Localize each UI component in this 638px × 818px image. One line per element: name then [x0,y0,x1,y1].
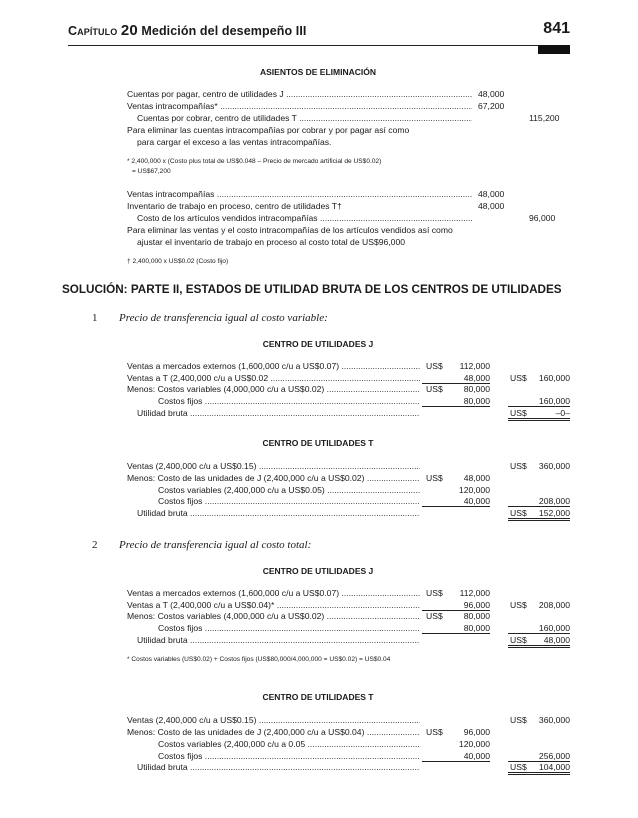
journal-line [0,201,638,212]
row-label: Costos fijos ..... [158,751,420,761]
explanation-text: Para eliminar las ventas y el costo intracompañías de los artículos vendidos así como [127,225,453,235]
journal-label: Costo de los artículos vendidos intracompañías ..... [137,213,472,223]
statement-row [0,762,638,773]
column-amount: 80,000 [422,396,490,407]
statement-row [0,751,638,762]
currency-symbol: US$ [510,715,527,725]
elimination-title: ASIENTOS DE ELIMINACIÓN [259,67,377,77]
statement-row [0,635,638,646]
explanation-line [0,225,638,236]
statement-row [0,611,638,622]
column-amount: 96,000 [422,600,490,611]
column-amount: 112,000 [459,588,490,598]
column-amount [422,408,490,418]
row-label: Costos variables (2,400,000 c/u a 0.05 ..... [158,739,420,749]
chapter-heading [68,22,307,39]
currency-symbol: US$ [510,408,527,418]
journal-label: Cuentas por pagar, centro de utilidades J ..... [127,89,472,99]
row-label: Ventas (2,400,000 c/u a US$0.15) ..... [127,461,420,471]
currency-symbol: US$ [426,611,443,621]
statement-row [0,715,638,726]
total-amount [508,384,570,394]
credit-amount: 115,200 [529,113,560,123]
total-amount: 160,000 [508,396,570,407]
total-amount [508,473,570,483]
statement-title: CENTRO DE UTILIDADES T [262,438,374,448]
statement-row [0,727,638,738]
column-amount: 120,000 [458,739,490,749]
row-label: Ventas a mercados externos (1,600,000 c/u a US$0.07) ..... [127,361,420,371]
explanation-text: ajustar el inventario de trabajo en proceso al costo total de US$96,000 [137,237,406,247]
column-amount: 40,000 [422,496,490,507]
row-label: Menos: Costo de las unidades de J (2,400,000 c/u a US$0.02) ..... [127,473,420,483]
column-amount: 96,000 [463,727,490,737]
currency-symbol: US$ [510,373,527,383]
total-amount: 360,000 [538,715,570,725]
row-label: Costos fijos ..... [158,623,420,633]
statement-row [0,361,638,372]
credit-amount: 96,000 [529,213,556,223]
page-number: 841 [543,20,570,37]
subsection-title: Precio de transferencia igual al costo total: [119,539,312,551]
total-amount: 104,000 [508,762,570,775]
solution-title: SOLUCIÓN: PARTE II, ESTADOS DE UTILIDAD BRUTA DE LOS CENTROS DE UTILIDADES [62,283,562,296]
column-amount: 80,000 [422,623,490,634]
explanation-text: para cargar el exceso a las ventas intracompañías. [137,137,332,147]
row-label: Menos: Costo de las unidades de J (2,400,000 c/u a US$0.04) ..... [127,727,420,737]
row-label: Ventas (2,400,000 c/u a US$0.15) ..... [127,715,420,725]
subsection-number: 2 [92,539,98,551]
explanation-line [0,137,638,148]
debit-amount: 67,200 [478,101,505,111]
column-amount [422,461,490,471]
journal-line [0,189,638,200]
currency-symbol: US$ [510,600,527,610]
total-amount: 208,000 [538,600,570,610]
column-amount: 48,000 [463,473,490,483]
statement-row [0,739,638,750]
header-tab-mark [538,45,570,54]
column-amount [422,715,490,725]
footnote-text: * Costos variables (US$0.02) + Costos fijos (US$80,000/4,000,000 = US$0.02) = US$0.04 [127,656,391,663]
currency-symbol: US$ [426,727,443,737]
chapter-number: 20 [120,22,138,39]
row-label: Costos fijos ..... [158,396,420,406]
statement-row [0,623,638,634]
subsection-number: 1 [92,312,98,324]
total-amount [508,727,570,737]
statement-row [0,461,638,472]
total-amount: –0– [508,408,570,421]
row-label: Utilidad bruta ..... [137,762,420,772]
footnote-text: = US$67,200 [132,168,171,175]
currency-symbol: US$ [426,473,443,483]
statement-row [0,508,638,519]
currency-symbol: US$ [510,508,527,518]
currency-symbol: US$ [510,461,527,471]
column-amount: 80,000 [463,384,490,394]
row-label: Ventas a T (2,400,000 c/u a US$0.02 ..... [127,373,420,383]
journal-line [0,213,638,224]
statement-row [0,496,638,507]
row-label: Ventas a T (2,400,000 c/u a US$0.04)* ..... [127,600,420,610]
statement-row [0,473,638,484]
currency-symbol: US$ [426,588,443,598]
footnote-line [0,168,638,179]
statement-row [0,588,638,599]
statement-row [0,485,638,496]
row-label: Costos variables (2,400,000 c/u a US$0.05) ..... [158,485,420,495]
total-amount [508,361,570,371]
explanation-line [0,125,638,136]
statement-row [0,600,638,611]
row-label: Menos: Costos variables (4,000,000 c/u a US$0.02) ..... [127,384,420,394]
subsection-title: Precio de transferencia igual al costo variable: [119,312,328,324]
journal-line [0,89,638,100]
total-amount [508,739,570,749]
journal-label: Ventas intracompañías ..... [127,189,472,199]
currency-symbol: US$ [510,762,527,772]
journal-line [0,101,638,112]
row-label: Costos fijos ..... [158,496,420,506]
statement-title: CENTRO DE UTILIDADES J [262,339,374,349]
column-amount: 120,000 [458,485,490,495]
column-amount: 48,000 [422,373,490,384]
row-label: Utilidad bruta ..... [137,508,420,518]
total-amount: 160,000 [508,623,570,634]
column-amount: 40,000 [422,751,490,762]
debit-amount: 48,000 [478,89,505,99]
journal-line [0,113,638,124]
statement-title: CENTRO DE UTILIDADES J [262,566,374,576]
journal-label: Inventario de trabajo en proceso, centro de utilidades T† [127,201,342,211]
statement-title: CENTRO DE UTILIDADES T [262,692,374,702]
statement-row [0,396,638,407]
footnote-text: * 2,400,000 x (Costo plus total de US$0.048 – Precio de mercado artificial de US$0.02) [127,158,382,165]
column-amount [422,635,490,645]
journal-label: Cuentas por cobrar, centro de utilidades T ..... [137,113,472,123]
row-label: Utilidad bruta ..... [137,408,420,418]
debit-amount: 48,000 [478,201,505,211]
footnote-line [0,258,638,269]
chapter-word: Capítulo [68,24,118,38]
column-amount [422,508,490,518]
currency-symbol: US$ [510,635,527,645]
total-amount: 152,000 [508,508,570,521]
row-label: Menos: Costos variables (4,000,000 c/u a US$0.02) ..... [127,611,420,621]
currency-symbol: US$ [426,384,443,394]
explanation-text: Para eliminar las cuentas intracompañías por cobrar y por pagar así como [127,125,410,135]
row-label: Utilidad bruta ..... [137,635,420,645]
currency-symbol: US$ [426,361,443,371]
chapter-title: Medición del desempeño III [141,24,307,38]
total-amount [508,611,570,621]
total-amount: 160,000 [538,373,570,383]
journal-label: Ventas intracompañías* ..... [127,101,472,111]
column-amount [422,762,490,772]
total-amount [508,588,570,598]
explanation-line [0,237,638,248]
column-amount: 112,000 [459,361,490,371]
total-amount: 48,000 [508,635,570,648]
column-amount: 80,000 [463,611,490,621]
total-amount: 256,000 [508,751,570,762]
total-amount [508,485,570,495]
total-amount: 208,000 [508,496,570,507]
statement-row [0,373,638,384]
footnote-line [0,656,638,667]
statement-row [0,408,638,419]
statement-row [0,384,638,395]
debit-amount: 48,000 [478,189,505,199]
header-rule [68,45,570,46]
row-label: Ventas a mercados externos (1,600,000 c/u a US$0.07) ..... [127,588,420,598]
footnote-text: † 2,400,000 x US$0.02 (Costo fijo) [127,258,229,265]
total-amount: 360,000 [538,461,570,471]
